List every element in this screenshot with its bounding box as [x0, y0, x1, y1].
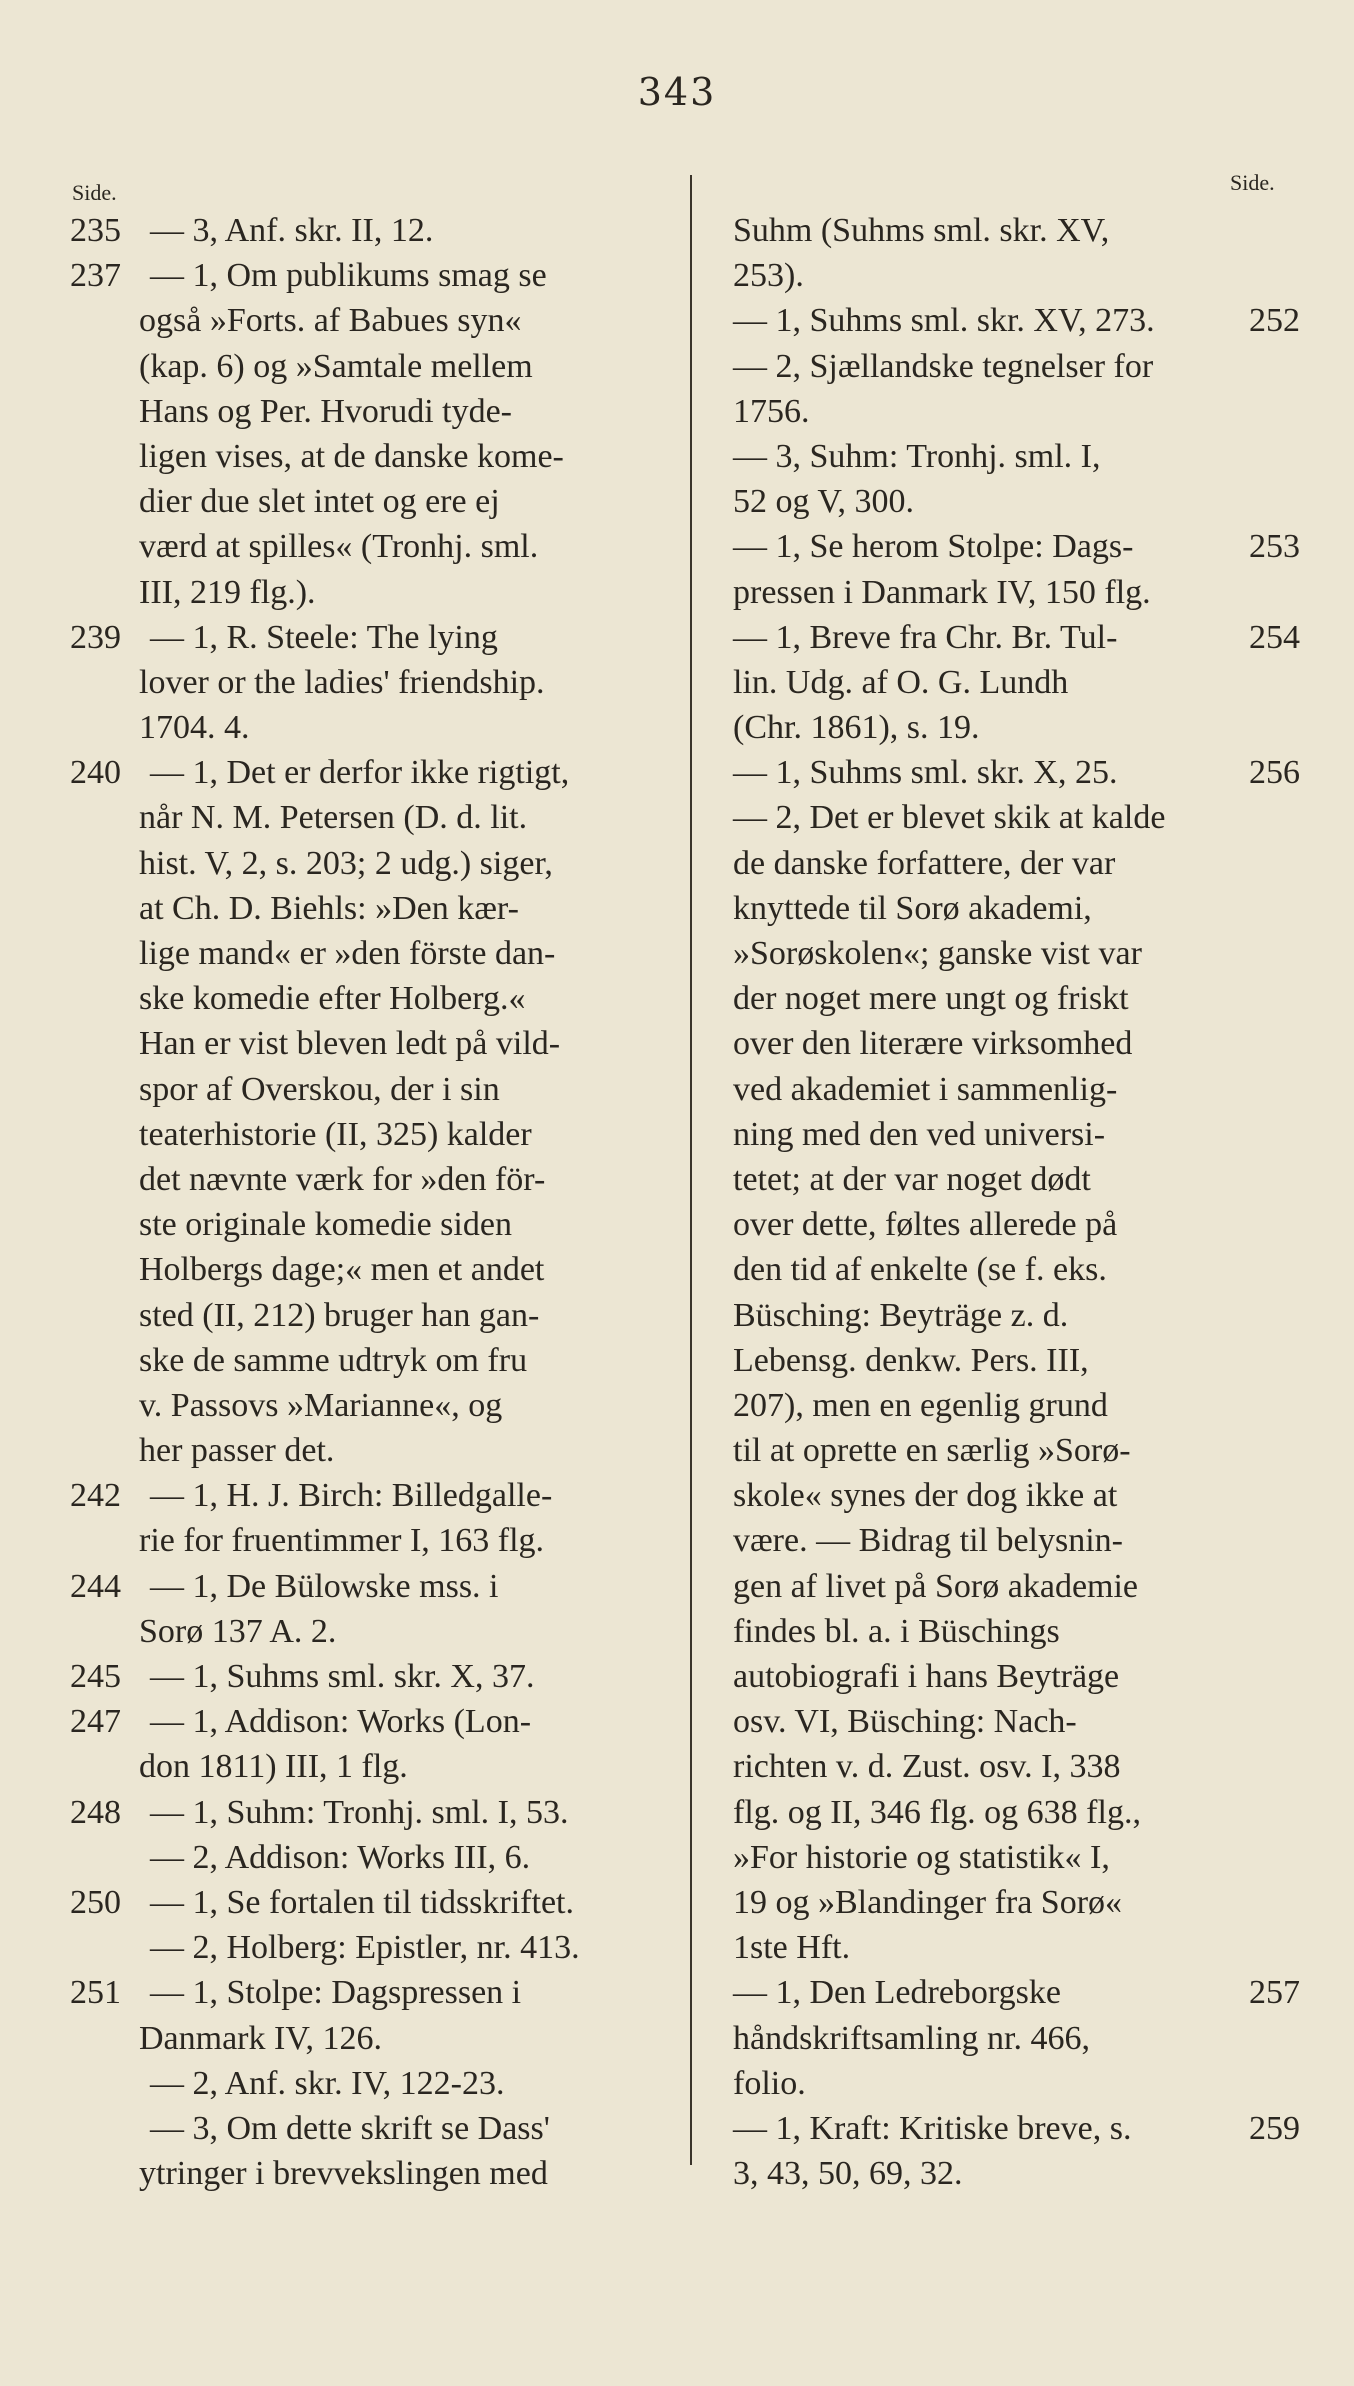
right-entry-line — [700, 1067, 1300, 1112]
right-entry-text: — 1, Kraft: Kritiske breve, s. — [733, 2109, 1132, 2147]
right-entry-line — [700, 1880, 1300, 1925]
right-entry-line — [700, 1609, 1300, 1654]
right-entry-line — [700, 570, 1300, 615]
left-entry-text: — 1, Se fortalen til tidsskriftet. — [150, 1883, 574, 1921]
left-entry-line — [70, 886, 680, 931]
right-entry-line — [700, 1338, 1300, 1383]
left-entry-text: ligen vises, at de danske kome- — [139, 437, 564, 475]
left-entry-line — [70, 389, 680, 434]
right-entry-text: folio. — [733, 2064, 806, 2102]
right-entry-text: Suhm (Suhms sml. skr. XV, — [733, 212, 1110, 249]
right-entry-text: — 3, Suhm: Tronhj. sml. I, — [733, 437, 1101, 475]
left-entry-line — [70, 705, 680, 750]
right-page-ref-number: 257 — [1249, 1974, 1300, 2012]
left-entry-line — [70, 1247, 680, 1292]
side-label-right: Side. — [1230, 170, 1275, 195]
left-entry-line — [70, 841, 680, 886]
right-entry-line — [700, 2106, 1300, 2151]
left-entry-text: spor af Overskou, der i sin — [139, 1070, 500, 1108]
right-entry-line — [700, 1112, 1300, 1157]
right-entry-text: den tid af enkelte (se f. eks. — [733, 1251, 1107, 1289]
right-entry-text: være. — Bidrag til belysnin- — [733, 1522, 1124, 1560]
right-entry-line — [700, 208, 1300, 253]
right-entry-line — [700, 1247, 1300, 1292]
left-entry-line — [70, 1790, 680, 1835]
right-entry-text: — 1, Suhms sml. skr. X, 25. — [733, 754, 1118, 792]
left-entry-line — [70, 434, 680, 479]
left-page-ref-number: 251 — [70, 1974, 121, 2012]
left-entry-text: — 1, Suhms sml. skr. X, 37. — [150, 1658, 535, 1695]
left-entry-line — [70, 2106, 680, 2151]
right-entry-text: håndskriftsamling nr. 466, — [733, 2019, 1090, 2057]
right-entry-text: gen af livet på Sorø akademie — [733, 1567, 1139, 1605]
left-entry-line — [70, 1518, 680, 1563]
left-page-ref-number: 247 — [70, 1703, 121, 1741]
left-entry-text: det nævnte værk for »den för- — [139, 1160, 546, 1198]
left-entry-line — [70, 1609, 680, 1654]
left-page-ref-number: 242 — [70, 1477, 121, 1515]
right-page-ref-number: 256 — [1249, 754, 1300, 792]
left-entry-line — [70, 1880, 680, 1925]
right-entry-text: 1756. — [733, 392, 810, 430]
left-entry-line — [70, 615, 680, 660]
right-entry-line — [700, 705, 1300, 750]
left-entry-text: — 1, De Bülowske mss. i — [150, 1567, 499, 1605]
right-entry-line — [700, 434, 1300, 479]
left-entry-line — [70, 1699, 680, 1744]
left-entry-text: — 2, Addison: Works III, 6. — [150, 1838, 531, 1876]
right-entry-text: ning med den ved universi- — [733, 1115, 1106, 1153]
right-entry-text: flg. og II, 346 flg. og 638 flg., — [733, 1793, 1141, 1831]
left-entry-text: — 1, Stolpe: Dagspressen i — [150, 1974, 522, 2012]
left-entry-line — [70, 1654, 680, 1699]
right-entry-text: osv. VI, Büsching: Nach- — [733, 1703, 1077, 1741]
right-entry-text: — 2, Det er blevet skik at kalde — [733, 799, 1166, 837]
right-entry-line — [700, 976, 1300, 1021]
left-entry-text: værd at spilles« (Tronhj. sml. — [139, 528, 539, 566]
left-page-ref-number: 248 — [70, 1793, 121, 1831]
right-entry-line — [700, 1383, 1300, 1428]
right-entry-line — [700, 1473, 1300, 1518]
left-entry-line — [70, 1744, 680, 1789]
right-entry-text: — 1, Suhms sml. skr. XV, 273. — [733, 302, 1155, 340]
left-entry-text: Danmark IV, 126. — [139, 2019, 382, 2057]
left-entry-line — [70, 1157, 680, 1202]
left-entry-line — [70, 795, 680, 840]
right-entry-line — [700, 1428, 1300, 1473]
left-entry-text: — 1, Addison: Works (Lon- — [150, 1703, 532, 1741]
left-page-ref-number: 235 — [70, 212, 121, 249]
left-entry-text: III, 219 flg.). — [139, 573, 316, 611]
left-entry-line — [70, 1112, 680, 1157]
left-entry-line — [70, 570, 680, 615]
left-entry-text: at Ch. D. Biehls: »Den kær- — [139, 889, 519, 927]
left-entry-text: sted (II, 212) bruger han gan- — [139, 1296, 540, 1334]
right-entry-text: Büsching: Beyträge z. d. — [733, 1296, 1069, 1334]
left-page-ref-number: 239 — [70, 618, 121, 656]
left-entry-text: rie for fruentimmer I, 163 flg. — [139, 1522, 545, 1560]
left-column — [70, 208, 680, 2196]
left-entry-text: — 2, Holberg: Epistler, nr. 413. — [150, 1929, 580, 1967]
right-entry-text: »Sorøskolen«; ganske vist var — [733, 935, 1142, 972]
side-label-left: Side. — [72, 180, 117, 205]
left-entry-text: her passer det. — [139, 1432, 335, 1470]
left-entry-line — [70, 2061, 680, 2106]
left-entry-line — [70, 344, 680, 389]
right-entry-line — [700, 1699, 1300, 1744]
left-entry-line — [70, 660, 680, 705]
right-entry-text: — 1, Breve fra Chr. Br. Tul- — [733, 618, 1118, 656]
right-entry-text: de danske forfattere, der var — [733, 844, 1116, 882]
right-entry-text: tetet; at der var noget dødt — [733, 1160, 1091, 1198]
right-entry-text: over dette, føltes allerede på — [733, 1206, 1118, 1244]
right-entry-line — [700, 389, 1300, 434]
right-entry-line — [700, 1021, 1300, 1066]
right-entry-line — [700, 1790, 1300, 1835]
right-entry-text: richten v. d. Zust. osv. I, 338 — [733, 1748, 1121, 1786]
left-entry-line — [70, 2151, 680, 2196]
left-entry-text: lige mand« er »den förste dan- — [139, 935, 556, 972]
left-entry-text: ste originale komedie siden — [139, 1206, 512, 1244]
left-entry-text: 1704. 4. — [139, 709, 250, 747]
right-page-ref-number: 252 — [1249, 302, 1300, 340]
right-entry-line — [700, 1925, 1300, 1970]
left-entry-line — [70, 1473, 680, 1518]
left-entry-text: — 1, H. J. Birch: Billedgalle- — [150, 1477, 553, 1515]
right-entry-text: 253). — [733, 257, 804, 295]
left-entry-line — [70, 298, 680, 343]
left-entry-text: Holbergs dage;« men et andet — [139, 1251, 545, 1289]
right-entry-text: 1ste Hft. — [733, 1929, 851, 1967]
left-entry-line — [70, 931, 680, 976]
right-entry-line — [700, 253, 1300, 298]
right-entry-line — [700, 479, 1300, 524]
right-entry-line — [700, 1835, 1300, 1880]
left-entry-text: — 2, Anf. skr. IV, 122-23. — [150, 2064, 505, 2102]
left-entry-line — [70, 1383, 680, 1428]
right-entry-text: ved akademiet i sammenlig- — [733, 1070, 1118, 1108]
right-entry-line — [700, 1744, 1300, 1789]
page-number: 343 — [637, 70, 717, 114]
left-entry-line — [70, 253, 680, 298]
left-entry-line — [70, 208, 680, 253]
right-entry-text: 3, 43, 50, 69, 32. — [733, 2155, 963, 2193]
right-entry-text: — 1, Den Ledreborgske — [733, 1974, 1061, 2012]
right-entry-text: pressen i Danmark IV, 150 flg. — [733, 573, 1151, 611]
right-entry-line — [700, 2016, 1300, 2061]
right-entry-line — [700, 524, 1300, 569]
right-entry-text: (Chr. 1861), s. 19. — [733, 709, 980, 747]
left-entry-text: v. Passovs »Marianne«, og — [139, 1386, 503, 1424]
left-entry-text: don 1811) III, 1 flg. — [139, 1748, 408, 1786]
right-entry-line — [700, 1157, 1300, 1202]
left-entry-line — [70, 976, 680, 1021]
left-entry-text: teaterhistorie (II, 325) kalder — [139, 1115, 532, 1153]
left-entry-text: — 1, Det er derfor ikke rigtigt, — [150, 754, 570, 792]
left-entry-text: — 3, Anf. skr. II, 12. — [150, 212, 434, 249]
left-entry-line — [70, 2016, 680, 2061]
left-page-ref-number: 245 — [70, 1658, 121, 1695]
left-entry-text: hist. V, 2, s. 203; 2 udg.) siger, — [139, 844, 553, 882]
right-entry-line — [700, 931, 1300, 976]
left-entry-text: Han er vist bleven ledt på vild- — [139, 1025, 561, 1063]
left-entry-line — [70, 750, 680, 795]
right-entry-text: lin. Udg. af O. G. Lundh — [733, 663, 1069, 701]
right-entry-text: over den literære virksomhed — [733, 1025, 1133, 1063]
right-entry-text: 207), men en egenlig grund — [733, 1386, 1108, 1424]
left-entry-line — [70, 1202, 680, 1247]
left-entry-line — [70, 1835, 680, 1880]
left-entry-text: — 1, Suhm: Tronhj. sml. I, 53. — [150, 1793, 569, 1831]
left-entry-text: lover or the ladies' friendship. — [139, 663, 545, 701]
right-entry-text: skole« synes der dog ikke at — [733, 1477, 1118, 1515]
left-entry-text: ske komedie efter Holberg.« — [139, 980, 526, 1018]
left-entry-line — [70, 1970, 680, 2015]
right-entry-text: — 2, Sjællandske tegnelser for — [733, 347, 1154, 385]
right-entry-text: 52 og V, 300. — [733, 483, 915, 521]
left-entry-text: når N. M. Petersen (D. d. lit. — [139, 799, 528, 837]
right-entry-text: — 1, Se herom Stolpe: Dags- — [733, 528, 1134, 566]
left-entry-line — [70, 1428, 680, 1473]
right-entry-line — [700, 750, 1300, 795]
right-entry-line — [700, 795, 1300, 840]
left-entry-text: — 3, Om dette skrift se Dass' — [150, 2109, 550, 2147]
left-entry-line — [70, 1925, 680, 1970]
left-entry-text: også »Forts. af Babues syn« — [139, 302, 522, 340]
left-entry-line — [70, 1564, 680, 1609]
left-page-ref-number: 240 — [70, 754, 121, 792]
right-page-ref-number: 253 — [1249, 528, 1300, 566]
right-entry-line — [700, 298, 1300, 343]
left-entry-line — [70, 524, 680, 569]
right-entry-text: autobiografi i hans Beyträge — [733, 1658, 1120, 1695]
right-entry-line — [700, 660, 1300, 705]
left-entry-text: ske de samme udtryk om fru — [139, 1341, 528, 1379]
right-entry-text: knyttede til Sorø akademi, — [733, 889, 1092, 927]
right-entry-line — [700, 2061, 1300, 2106]
right-entry-line — [700, 1654, 1300, 1699]
left-entry-text: (kap. 6) og »Samtale mellem — [139, 347, 533, 385]
right-entry-line — [700, 1202, 1300, 1247]
right-column — [700, 208, 1300, 2196]
left-entry-text: — 1, R. Steele: The lying — [150, 618, 498, 656]
left-entry-text: Hans og Per. Hvorudi tyde- — [139, 392, 513, 430]
right-entry-text: til at oprette en særlig »Sorø- — [733, 1432, 1131, 1470]
left-entry-text: ytringer i brevvekslingen med — [139, 2155, 548, 2193]
right-entry-text: Lebensg. denkw. Pers. III, — [733, 1341, 1089, 1379]
left-entry-line — [70, 1338, 680, 1383]
left-entry-text: — 1, Om publikums smag se — [150, 257, 547, 295]
right-entry-line — [700, 1518, 1300, 1563]
left-entry-line — [70, 1021, 680, 1066]
left-page-ref-number: 250 — [70, 1883, 121, 1921]
right-entry-line — [700, 1970, 1300, 2015]
right-page-ref-number: 254 — [1249, 618, 1300, 656]
left-page-ref-number: 244 — [70, 1567, 121, 1605]
left-page-ref-number: 237 — [70, 257, 121, 295]
right-entry-text: 19 og »Blandinger fra Sorø« — [733, 1883, 1123, 1921]
right-entry-text: findes bl. a. i Büschings — [733, 1612, 1060, 1650]
right-page-ref-number: 259 — [1249, 2109, 1300, 2147]
left-entry-line — [70, 1067, 680, 1112]
right-entry-text: der noget mere ungt og friskt — [733, 980, 1129, 1018]
right-entry-text: »For historie og statistik« I, — [733, 1838, 1110, 1876]
left-entry-line — [70, 479, 680, 524]
right-entry-line — [700, 1293, 1300, 1338]
right-entry-line — [700, 344, 1300, 389]
right-entry-line — [700, 615, 1300, 660]
right-entry-line — [700, 2151, 1300, 2196]
right-entry-line — [700, 1564, 1300, 1609]
left-entry-line — [70, 1293, 680, 1338]
right-entry-line — [700, 886, 1300, 931]
left-entry-text: dier due slet intet og ere ej — [139, 483, 500, 521]
right-entry-line — [700, 841, 1300, 886]
left-entry-text: Sorø 137 A. 2. — [139, 1612, 337, 1650]
